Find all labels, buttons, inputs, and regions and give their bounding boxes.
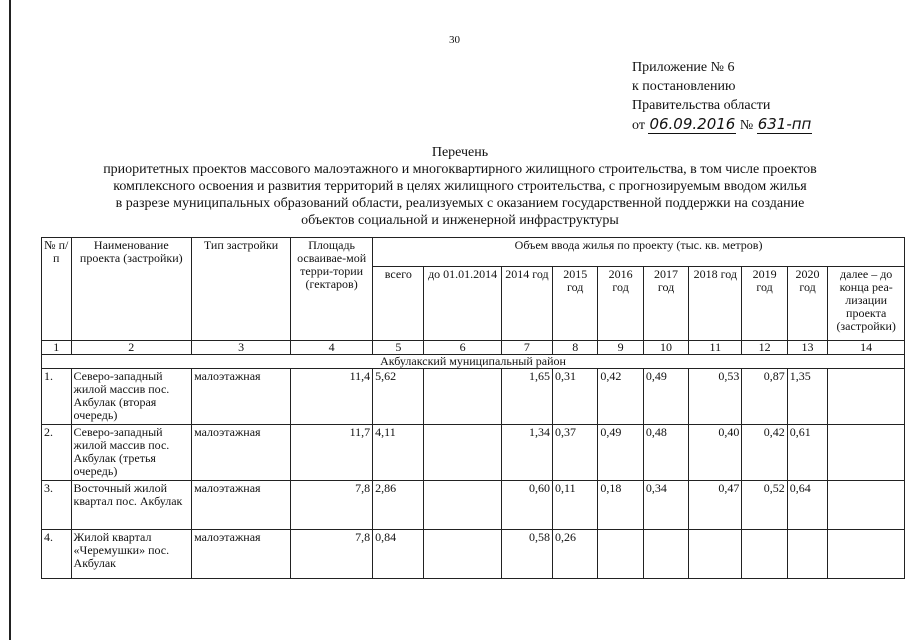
appendix-line: Правительства области	[632, 98, 771, 113]
cell-2019: 0,42	[742, 425, 787, 481]
cell-before	[424, 481, 501, 530]
col-index: 14	[828, 341, 905, 355]
cell-2018: 0,53	[689, 369, 742, 425]
title-line: приоритетных проектов массового малоэтажного и многоквартирного жилищного строительства, в том числе проектов	[103, 162, 817, 177]
cell-type: малоэтажная	[192, 481, 291, 530]
header-before: до 01.01.2014	[424, 267, 501, 341]
cell-2017	[643, 530, 688, 579]
cell-2015: 0,37	[553, 425, 598, 481]
cell-2017: 0,49	[643, 369, 688, 425]
col-index: 8	[553, 341, 598, 355]
header-area: Площадь осваивае-мой терри-тории (гектаров)	[291, 238, 373, 341]
col-index: 11	[689, 341, 742, 355]
cell-type: малоэтажная	[192, 425, 291, 481]
cell-2018: 0,40	[689, 425, 742, 481]
cell-2015: 0,26	[553, 530, 598, 579]
page-left-border	[9, 0, 11, 640]
header-2015: 2015 год	[553, 267, 598, 341]
appendix-date-line	[632, 115, 812, 135]
cell-area: 11,4	[291, 369, 373, 425]
column-index-row	[42, 341, 905, 355]
header-type: Тип застройки	[192, 238, 291, 341]
col-index: 3	[192, 341, 291, 355]
table-row	[42, 369, 905, 425]
cell-2015: 0,31	[553, 369, 598, 425]
cell-2017: 0,34	[643, 481, 688, 530]
cell-2015: 0,11	[553, 481, 598, 530]
cell-2016: 0,42	[598, 369, 643, 425]
header-later: далее – до конца реа-лизации проекта (застройки)	[828, 267, 905, 341]
header-2018: 2018 год	[689, 267, 742, 341]
cell-2018	[689, 530, 742, 579]
number-prefix: №	[739, 118, 754, 133]
page-number: 30	[449, 34, 460, 46]
header-2019: 2019 год	[742, 267, 787, 341]
col-index: 7	[501, 341, 552, 355]
cell-num: 2.	[42, 425, 72, 481]
col-index: 9	[598, 341, 643, 355]
cell-2014: 0,60	[501, 481, 552, 530]
cell-2020	[787, 530, 828, 579]
cell-type: малоэтажная	[192, 530, 291, 579]
cell-name: Жилой квартал «Черемушки» пос. Акбулак	[71, 530, 192, 579]
table-row	[42, 481, 905, 530]
col-index: 10	[643, 341, 688, 355]
title-line: в разрезе муниципальных образований области, реализуемых с оказанием государственной поддержки на создание	[115, 196, 805, 211]
region-row	[42, 355, 905, 369]
cell-name: Северо-западный жилой массив пос. Акбулак (третья очередь)	[71, 425, 192, 481]
cell-2020: 0,61	[787, 425, 828, 481]
appendix-line: Приложение № 6	[632, 60, 735, 75]
cell-total: 0,84	[373, 530, 424, 579]
cell-later	[828, 481, 905, 530]
header-total: всего	[373, 267, 424, 341]
header-row	[42, 238, 905, 267]
cell-name: Восточный жилой квартал пос. Акбулак	[71, 481, 192, 530]
cell-area: 7,8	[291, 530, 373, 579]
cell-total: 4,11	[373, 425, 424, 481]
handwritten-number: 631-пп	[757, 115, 812, 133]
table-row	[42, 425, 905, 481]
col-index: 13	[787, 341, 828, 355]
col-index: 12	[742, 341, 787, 355]
cell-before	[424, 530, 501, 579]
cell-later	[828, 369, 905, 425]
cell-name: Северо-западный жилой массив пос. Акбулак (вторая очередь)	[71, 369, 192, 425]
appendix-line: к постановлению	[632, 79, 736, 94]
cell-2020: 1,35	[787, 369, 828, 425]
cell-2017: 0,48	[643, 425, 688, 481]
cell-area: 11,7	[291, 425, 373, 481]
col-index: 5	[373, 341, 424, 355]
cell-2016	[598, 530, 643, 579]
col-index: 1	[42, 341, 72, 355]
projects-table	[41, 237, 905, 579]
appendix-block	[632, 58, 812, 135]
cell-later	[828, 425, 905, 481]
header-2016: 2016 год	[598, 267, 643, 341]
header-volume: Объем ввода жилья по проекту (тыс. кв. метров)	[373, 238, 905, 267]
handwritten-date: 06.09.2016	[649, 115, 736, 133]
cell-2020: 0,64	[787, 481, 828, 530]
cell-2016: 0,49	[598, 425, 643, 481]
cell-num: 1.	[42, 369, 72, 425]
cell-num: 4.	[42, 530, 72, 579]
cell-area: 7,8	[291, 481, 373, 530]
header-2014: 2014 год	[501, 267, 552, 341]
cell-2014: 1,65	[501, 369, 552, 425]
table-row	[42, 530, 905, 579]
title-line: объектов социальной и инженерной инфраструктуры	[301, 213, 619, 228]
cell-later	[828, 530, 905, 579]
cell-2018: 0,47	[689, 481, 742, 530]
cell-before	[424, 369, 501, 425]
cell-2019: 0,87	[742, 369, 787, 425]
cell-before	[424, 425, 501, 481]
region-name: Акбулакский муниципальный район	[42, 355, 905, 369]
header-num: № п/п	[42, 238, 72, 341]
from-prefix: от	[632, 118, 645, 133]
document-title	[60, 144, 860, 229]
title-heading: Перечень	[431, 145, 489, 160]
cell-2019: 0,52	[742, 481, 787, 530]
cell-num: 3.	[42, 481, 72, 530]
title-line: комплексного освоения и развития территорий в целях жилищного строительства, с прогнозируемым вводом жилья	[113, 179, 807, 194]
cell-total: 5,62	[373, 369, 424, 425]
cell-total: 2,86	[373, 481, 424, 530]
col-index: 6	[424, 341, 501, 355]
cell-type: малоэтажная	[192, 369, 291, 425]
col-index: 2	[71, 341, 192, 355]
col-index: 4	[291, 341, 373, 355]
cell-2019	[742, 530, 787, 579]
cell-2016: 0,18	[598, 481, 643, 530]
header-2017: 2017 год	[643, 267, 688, 341]
cell-2014: 0,58	[501, 530, 552, 579]
header-name: Наименование проекта (застройки)	[71, 238, 192, 341]
cell-2014: 1,34	[501, 425, 552, 481]
header-2020: 2020 год	[787, 267, 828, 341]
